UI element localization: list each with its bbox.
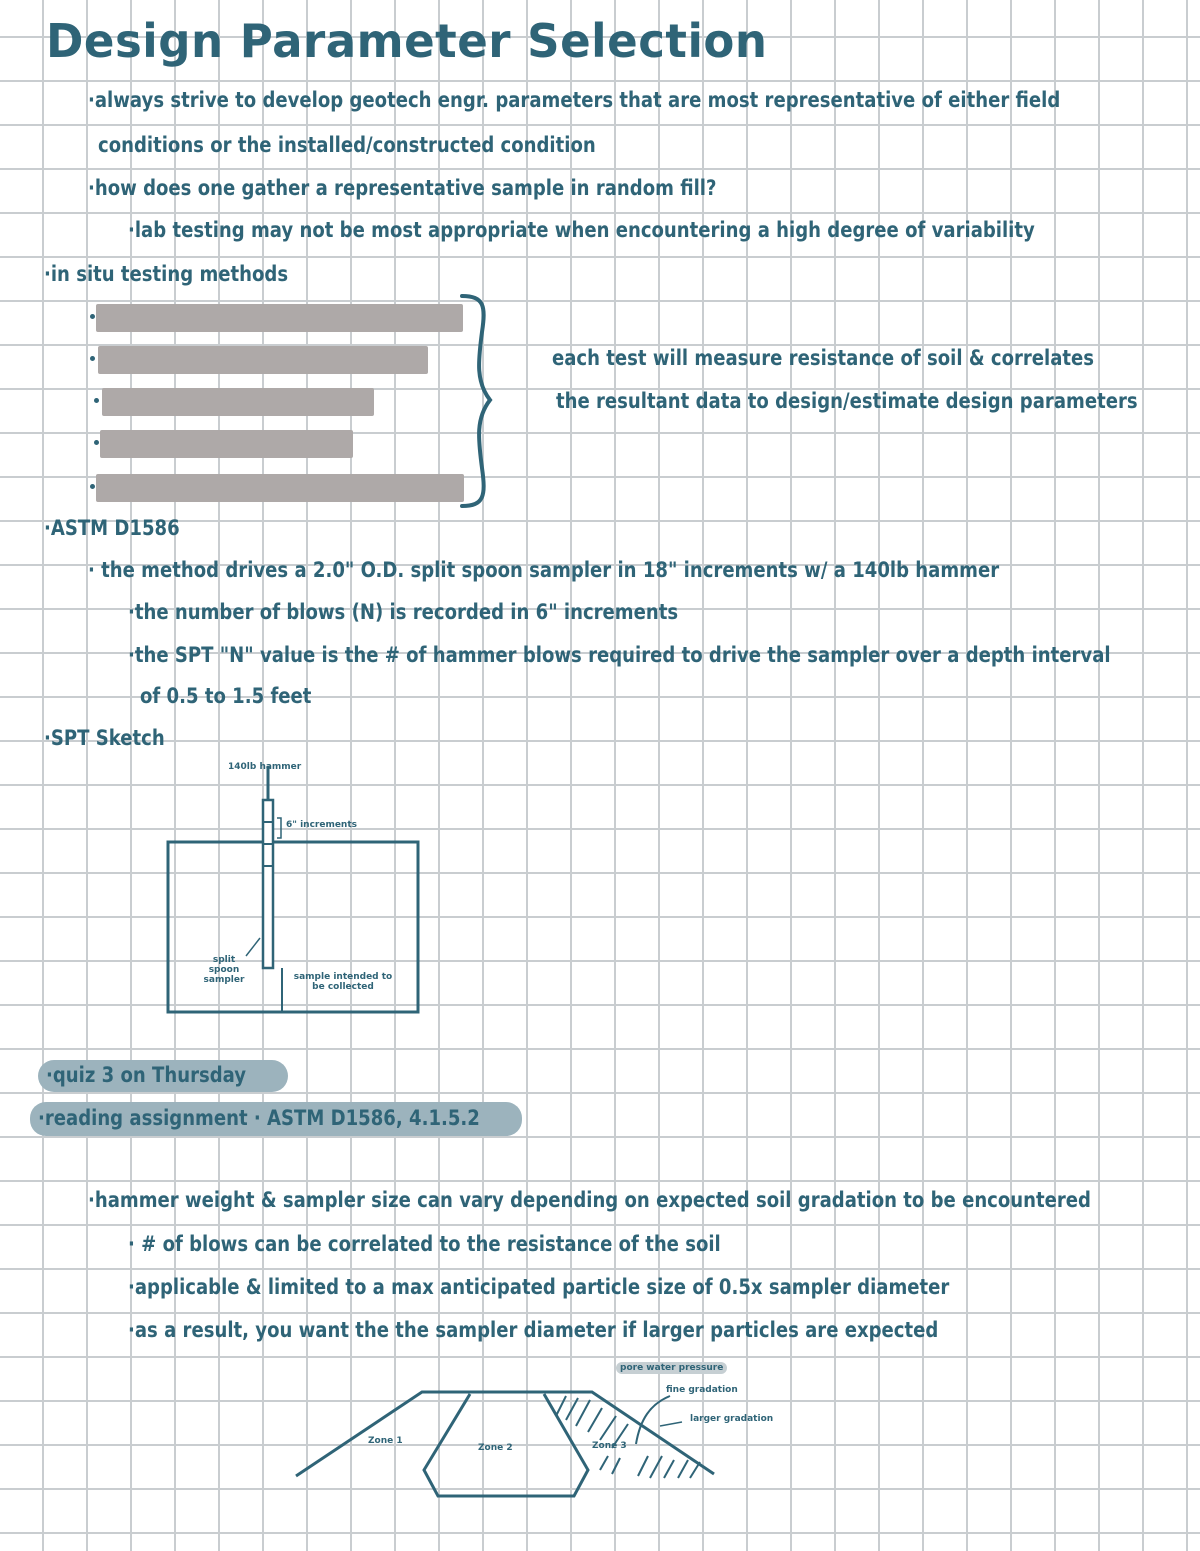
page-title: Design Parameter Selection <box>46 14 768 68</box>
embankment-sketch-diagram <box>290 1360 760 1510</box>
note-line-2: conditions or the installed/constructed condition <box>98 133 596 157</box>
redacted-item <box>96 474 464 502</box>
note-line-result: ·as a result, you want the the sampler diameter if larger particles are expected <box>128 1318 939 1342</box>
redacted-item <box>100 430 353 458</box>
note-line-4: ·lab testing may not be most appropriate when encountering a high degree of variability <box>128 218 1035 242</box>
note-line-resultant: the resultant data to design/estimate design parameters <box>556 389 1138 413</box>
label-zone-1: Zone 1 <box>368 1436 403 1446</box>
label-zone-3: Zone 3 <box>592 1441 627 1451</box>
sampler-tube <box>263 800 273 968</box>
note-line-spt-sketch: ·SPT Sketch <box>44 726 165 750</box>
embankment-outline <box>296 1392 714 1476</box>
label-pore-water: pore water pressure <box>616 1362 727 1374</box>
list-bullet <box>90 356 95 361</box>
label-large: larger gradation <box>690 1414 774 1424</box>
label-increments: 6" increments <box>286 820 358 830</box>
note-reading: ·reading assignment · ASTM D1586, 4.1.5.2 <box>38 1106 480 1130</box>
note-line-correlate: · # of blows can be correlated to the resistance of the soil <box>128 1232 721 1256</box>
redacted-item <box>102 388 374 416</box>
redacted-item <box>98 346 428 374</box>
label-fine: fine gradation <box>666 1385 738 1395</box>
curly-brace-icon <box>458 292 498 512</box>
note-line-hammer: ·hammer weight & sampler size can vary depending on expected soil gradation to be encountered <box>88 1188 1091 1212</box>
list-bullet <box>90 314 95 319</box>
note-line-method: · the method drives a 2.0" O.D. split spoon sampler in 18" increments w/ a 140lb hammer <box>88 558 1000 582</box>
note-line-blows: ·the number of blows (N) is recorded in 6" increments <box>128 600 679 624</box>
list-bullet <box>94 440 99 445</box>
label-zone-2: Zone 2 <box>478 1443 513 1453</box>
note-line-depth: of 0.5 to 1.5 feet <box>140 684 312 708</box>
note-line-1: ·always strive to develop geotech engr. parameters that are most representative of either field <box>88 88 1061 112</box>
note-line-insitu: ·in situ testing methods <box>44 262 289 286</box>
label-hammer: 140lb hammer <box>228 762 302 772</box>
note-line-astm: ·ASTM D1586 <box>44 516 180 540</box>
label-sampler: split spoon sampler <box>203 955 245 985</box>
note-line-spt-n: ·the SPT "N" value is the # of hammer blows required to drive the sampler over a depth interval <box>128 643 1111 667</box>
label-soil-sample: sample intended to be collected <box>293 972 393 992</box>
list-bullet <box>94 398 99 403</box>
note-line-3: ·how does one gather a representative sample in random fill? <box>88 176 717 200</box>
note-line-applicable: ·applicable & limited to a max anticipated particle size of 0.5x sampler diameter <box>128 1275 950 1299</box>
redacted-item <box>96 304 463 332</box>
note-quiz: ·quiz 3 on Thursday <box>46 1063 247 1087</box>
list-bullet <box>90 484 95 489</box>
note-line-resistance: each test will measure resistance of soil & correlates <box>552 346 1095 370</box>
